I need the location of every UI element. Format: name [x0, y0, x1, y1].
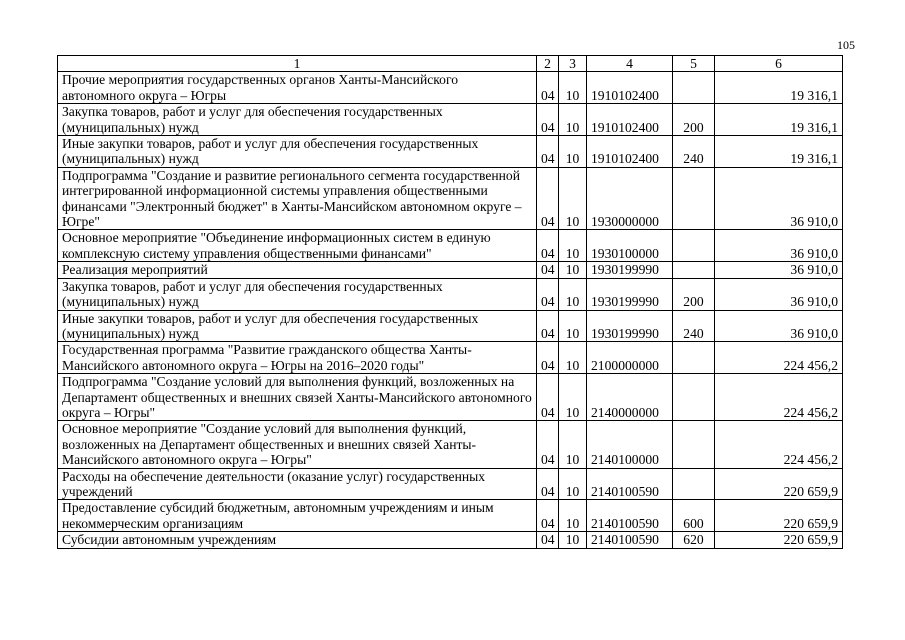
row-expense-type: 200: [673, 104, 715, 136]
row-name: Иные закупки товаров, работ и услуг для обеспечения государственных (муниципальных) нужд: [58, 310, 537, 342]
table-row: [58, 421, 843, 468]
row-subsection: 10: [559, 262, 587, 278]
row-expense-type: [673, 262, 715, 278]
row-subsection: 10: [559, 104, 587, 136]
table-row: [58, 104, 843, 136]
row-section: 04: [537, 278, 559, 310]
row-code: 1910102400: [587, 104, 673, 136]
row-name: Расходы на обеспечение деятельности (оказание услуг) государственных учреждений: [58, 468, 537, 500]
row-section: 04: [537, 310, 559, 342]
row-subsection: 10: [559, 468, 587, 500]
table-row: [58, 167, 843, 230]
row-amount: 36 910,0: [715, 278, 843, 310]
row-subsection: 10: [559, 421, 587, 468]
row-section: 04: [537, 374, 559, 421]
row-subsection: 10: [559, 136, 587, 168]
header-cell-4: 4: [587, 56, 673, 72]
row-code: 1930100000: [587, 230, 673, 262]
row-name: Основное мероприятие "Объединение информационных систем в единую комплексную систему управления общественными финансами": [58, 230, 537, 262]
row-section: 04: [537, 468, 559, 500]
row-amount: 36 910,0: [715, 230, 843, 262]
table-row: [58, 230, 843, 262]
budget-table: [57, 55, 843, 549]
row-section: 04: [537, 421, 559, 468]
row-expense-type: [673, 374, 715, 421]
row-section: 04: [537, 500, 559, 532]
row-name: Предоставление субсидий бюджетным, автономным учреждениям и иным некоммерческим организациям: [58, 500, 537, 532]
row-code: 2140100590: [587, 468, 673, 500]
table-row: [58, 500, 843, 532]
row-subsection: 10: [559, 532, 587, 548]
header-cell-5: 5: [673, 56, 715, 72]
row-subsection: 10: [559, 72, 587, 104]
row-amount: 19 316,1: [715, 136, 843, 168]
table-row: [58, 532, 843, 548]
header-cell-6: 6: [715, 56, 843, 72]
row-amount: 19 316,1: [715, 72, 843, 104]
row-amount: 19 316,1: [715, 104, 843, 136]
page-number: 105: [837, 38, 855, 52]
row-code: 2100000000: [587, 342, 673, 374]
row-code: 2140100590: [587, 532, 673, 548]
header-cell-1: 1: [58, 56, 537, 72]
row-subsection: 10: [559, 500, 587, 532]
row-name: Основное мероприятие "Создание условий для выполнения функций, возложенных на Департамент общественных и внешних связей Ханты-Мансийского автономного округа – Югры": [58, 421, 537, 468]
row-code: 2140100590: [587, 500, 673, 532]
table-row: [58, 136, 843, 168]
row-code: 2140000000: [587, 374, 673, 421]
row-section: 04: [537, 230, 559, 262]
row-name: Иные закупки товаров, работ и услуг для обеспечения государственных (муниципальных) нужд: [58, 136, 537, 168]
row-section: 04: [537, 136, 559, 168]
row-subsection: 10: [559, 342, 587, 374]
row-code: 1930199990: [587, 310, 673, 342]
row-amount: 220 659,9: [715, 468, 843, 500]
table-row: [58, 342, 843, 374]
table-row: [58, 262, 843, 278]
row-code: 1930199990: [587, 278, 673, 310]
row-amount: 224 456,2: [715, 342, 843, 374]
header-row: [58, 56, 843, 72]
row-code: 2140100000: [587, 421, 673, 468]
row-name: Субсидии автономным учреждениям: [58, 532, 537, 548]
row-name: Государственная программа "Развитие гражданского общества Ханты-Мансийского автономного округа – Югры на 2016–2020 годы": [58, 342, 537, 374]
row-name: Прочие мероприятия государственных органов Ханты-Мансийского автономного округа – Югры: [58, 72, 537, 104]
row-name: Подпрограмма "Создание условий для выполнения функций, возложенных на Департамент общественных и внешних связей Ханты-Мансийского автономного округа – Югры": [58, 374, 537, 421]
row-expense-type: [673, 167, 715, 230]
row-name: Реализация мероприятий: [58, 262, 537, 278]
row-section: 04: [537, 532, 559, 548]
table-row: [58, 278, 843, 310]
row-expense-type: [673, 468, 715, 500]
row-amount: 220 659,9: [715, 500, 843, 532]
row-section: 04: [537, 167, 559, 230]
row-expense-type: [673, 230, 715, 262]
row-section: 04: [537, 104, 559, 136]
row-amount: 220 659,9: [715, 532, 843, 548]
row-expense-type: 620: [673, 532, 715, 548]
row-name: Подпрограмма "Создание и развитие регионального сегмента государственной интегрированной информационной системы управления общественными финансами "Электронный бюджет" в Ханты-Мансийском автономном округе – Югре": [58, 167, 537, 230]
row-expense-type: 240: [673, 310, 715, 342]
row-section: 04: [537, 342, 559, 374]
row-name: Закупка товаров, работ и услуг для обеспечения государственных (муниципальных) нужд: [58, 104, 537, 136]
row-amount: 224 456,2: [715, 374, 843, 421]
row-code: 1930000000: [587, 167, 673, 230]
table-row: [58, 468, 843, 500]
row-amount: 224 456,2: [715, 421, 843, 468]
row-subsection: 10: [559, 167, 587, 230]
table-row: [58, 72, 843, 104]
row-expense-type: [673, 342, 715, 374]
row-name: Закупка товаров, работ и услуг для обеспечения государственных (муниципальных) нужд: [58, 278, 537, 310]
row-amount: 36 910,0: [715, 262, 843, 278]
header-cell-3: 3: [559, 56, 587, 72]
row-code: 1930199990: [587, 262, 673, 278]
row-subsection: 10: [559, 310, 587, 342]
row-expense-type: [673, 421, 715, 468]
table-row: [58, 374, 843, 421]
row-amount: 36 910,0: [715, 310, 843, 342]
table-row: [58, 310, 843, 342]
table-body: [58, 72, 843, 548]
row-subsection: 10: [559, 230, 587, 262]
row-expense-type: 600: [673, 500, 715, 532]
header-cell-2: 2: [537, 56, 559, 72]
row-expense-type: 200: [673, 278, 715, 310]
row-subsection: 10: [559, 278, 587, 310]
row-subsection: 10: [559, 374, 587, 421]
row-expense-type: 240: [673, 136, 715, 168]
row-expense-type: [673, 72, 715, 104]
row-amount: 36 910,0: [715, 167, 843, 230]
row-section: 04: [537, 262, 559, 278]
row-code: 1910102400: [587, 136, 673, 168]
row-section: 04: [537, 72, 559, 104]
row-code: 1910102400: [587, 72, 673, 104]
